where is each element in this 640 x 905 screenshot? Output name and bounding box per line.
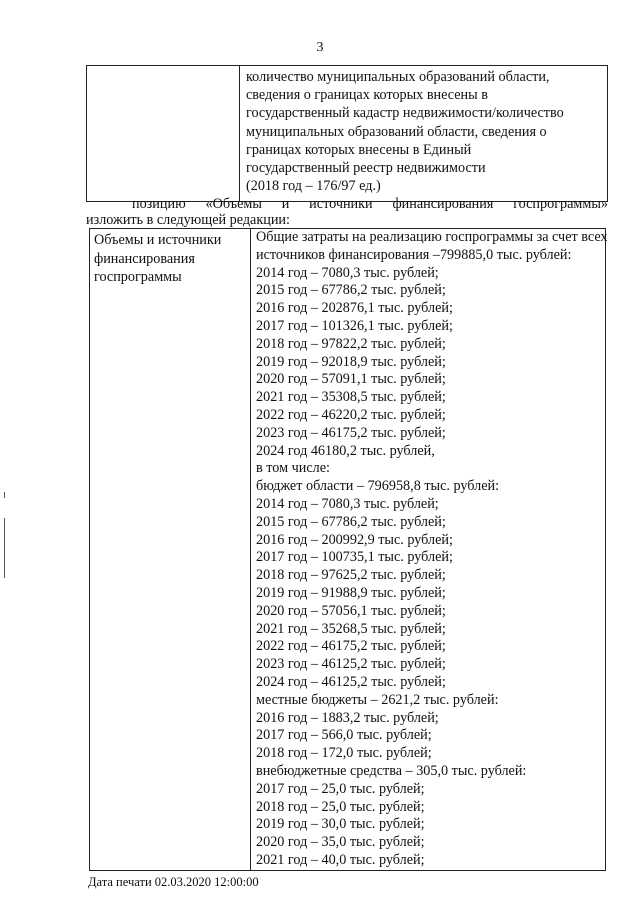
scan-edge-mark bbox=[4, 492, 5, 498]
financing-line: 2016 год – 202876,1 тыс. рублей; bbox=[256, 300, 453, 317]
scan-edge-mark bbox=[4, 518, 5, 578]
financing-line: 2018 год – 25,0 тыс. рублей; bbox=[256, 798, 425, 815]
instruction-paragraph-line-1: позицию «Объемы и источники финансирования госпрограммы» bbox=[132, 196, 608, 212]
financing-line: 2018 год – 97625,2 тыс. рублей; bbox=[256, 567, 446, 584]
financing-line: 2023 год – 46125,2 тыс. рублей; bbox=[256, 656, 446, 673]
financing-line: 2024 год – 46125,2 тыс. рублей; bbox=[256, 673, 446, 690]
financing-line: 2019 год – 30,0 тыс. рублей; bbox=[256, 816, 425, 833]
financing-line: 2018 год – 97822,2 тыс. рублей; bbox=[256, 335, 446, 352]
financing-line: 2014 год – 7080,3 тыс. рублей; bbox=[256, 264, 439, 281]
top-table-line: государственный кадастр недвижимости/количество bbox=[246, 105, 564, 122]
financing-line: в том числе: bbox=[256, 460, 330, 477]
financing-line: 2019 год – 91988,9 тыс. рублей; bbox=[256, 584, 446, 601]
top-table-line: сведения о границах которых внесены в bbox=[246, 87, 488, 104]
financing-line: 2015 год – 67786,2 тыс. рублей; bbox=[256, 513, 446, 530]
top-table-line: количество муниципальных образований области, bbox=[246, 69, 550, 85]
financing-line: 2022 год – 46220,2 тыс. рублей; bbox=[256, 406, 446, 423]
financing-label-line: госпрограммы bbox=[94, 269, 182, 285]
top-table-left-cell bbox=[87, 66, 240, 202]
financing-line: 2016 год – 1883,2 тыс. рублей; bbox=[256, 709, 439, 726]
financing-table bbox=[89, 228, 606, 871]
financing-line: 2017 год – 101326,1 тыс. рублей; bbox=[256, 317, 453, 334]
financing-line: 2018 год – 172,0 тыс. рублей; bbox=[256, 745, 432, 762]
top-table-line: границах которых внесены в Единый bbox=[246, 141, 472, 158]
top-table-line: (2018 год – 176/97 ед.) bbox=[246, 178, 381, 195]
top-table-right-cell bbox=[240, 66, 608, 202]
financing-line: местные бюджеты – 2621,2 тыс. рублей: bbox=[256, 691, 499, 708]
financing-line: 2017 год – 100735,1 тыс. рублей; bbox=[256, 549, 453, 566]
financing-line: источников финансирования –799885,0 тыс. рублей: bbox=[256, 246, 572, 263]
financing-line: 2017 год – 25,0 тыс. рублей; bbox=[256, 780, 425, 797]
financing-line: Общие затраты на реализацию госпрограммы за счет всех bbox=[256, 229, 608, 245]
financing-line: 2021 год – 40,0 тыс. рублей; bbox=[256, 851, 425, 868]
financing-line: 2023 год – 46175,2 тыс. рублей; bbox=[256, 424, 446, 441]
page-number: 3 bbox=[316, 40, 324, 55]
financing-line: внебюджетные средства – 305,0 тыс. рублей: bbox=[256, 762, 527, 779]
financing-label-line: финансирования bbox=[94, 250, 195, 267]
instruction-paragraph-line-2: изложить в следующей редакции: bbox=[86, 212, 290, 228]
financing-label-cell bbox=[90, 229, 251, 871]
financing-line: 2014 год – 7080,3 тыс. рублей; bbox=[256, 495, 439, 512]
top-table-line: государственный реестр недвижимости bbox=[246, 160, 486, 177]
print-date-footer: Дата печати 02.03.2020 12:00:00 bbox=[88, 875, 259, 889]
financing-line: 2017 год – 566,0 тыс. рублей; bbox=[256, 727, 432, 744]
financing-details-cell bbox=[251, 229, 606, 871]
financing-line: 2016 год – 200992,9 тыс. рублей; bbox=[256, 531, 453, 548]
top-table-line: муниципальных образований области, сведения о bbox=[246, 123, 547, 140]
financing-line: 2022 год – 46175,2 тыс. рублей; bbox=[256, 638, 446, 655]
financing-label-line: Объемы и источники bbox=[94, 232, 222, 248]
financing-line: 2021 год – 35308,5 тыс. рублей; bbox=[256, 389, 446, 406]
financing-line: 2021 год – 35268,5 тыс. рублей; bbox=[256, 620, 446, 637]
financing-line: 2020 год – 57091,1 тыс. рублей; bbox=[256, 371, 446, 388]
financing-line: 2024 год 46180,2 тыс. рублей, bbox=[256, 442, 435, 459]
financing-line: 2020 год – 57056,1 тыс. рублей; bbox=[256, 602, 446, 619]
financing-line: 2020 год – 35,0 тыс. рублей; bbox=[256, 834, 425, 851]
financing-line: бюджет области – 796958,8 тыс. рублей: bbox=[256, 478, 500, 495]
top-table-fragment bbox=[86, 65, 608, 202]
financing-line: 2015 год – 67786,2 тыс. рублей; bbox=[256, 282, 446, 299]
financing-line: 2019 год – 92018,9 тыс. рублей; bbox=[256, 353, 446, 370]
